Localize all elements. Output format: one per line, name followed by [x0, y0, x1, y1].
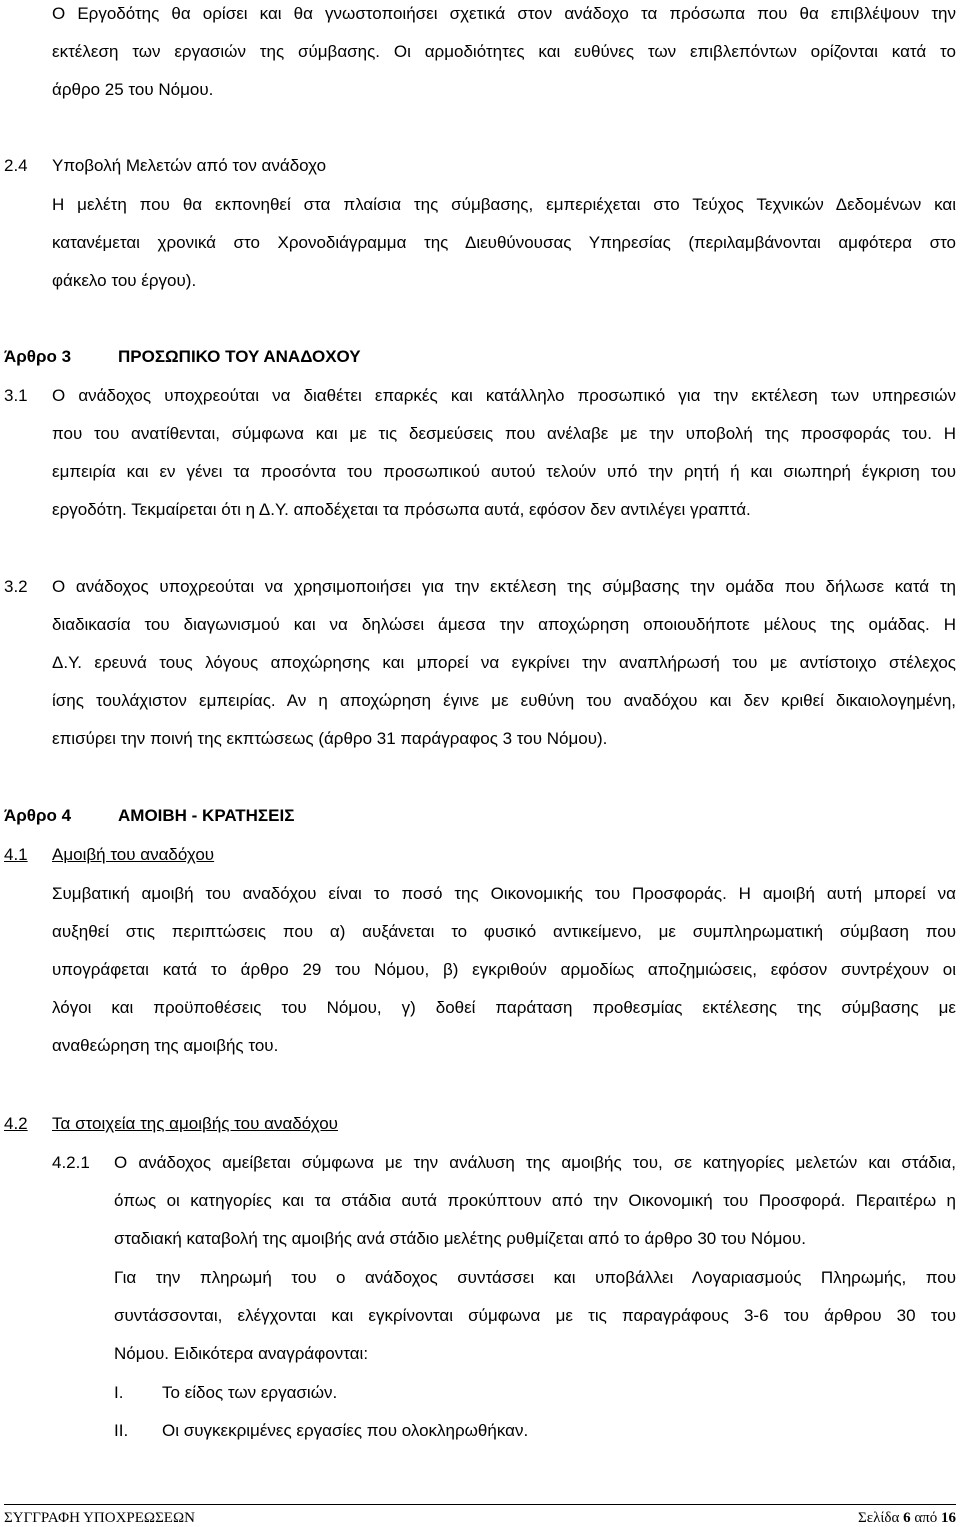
article-3-title: ΠΡΟΣΩΠΙΚΟ ΤΟΥ ΑΝΑΔΟΧΟΥ: [118, 347, 361, 366]
list-item-text: Το είδος των εργασιών.: [162, 1383, 338, 1402]
section-4-2-title: Τα στοιχεία της αμοιβής του αναδόχου: [52, 1114, 338, 1133]
section-2-4-line-3: φάκελο του έργου).: [52, 271, 197, 290]
section-4-1-title: Αμοιβή του αναδόχου: [52, 845, 215, 864]
paragraph-3-1-line-4: εργοδότη. Τεκμαίρεται ότι η Δ.Υ. αποδέχεται τα πρόσωπα αυτά, εφόσον δεν αντιλέγει γραπτά.: [52, 500, 751, 519]
list-item-number: II.: [114, 1421, 129, 1440]
paragraph-3-2-line-2: διαδικασία του διαγωνισμού και να δηλώσει άμεσα την αποχώρηση οποιουδήποτε μέλους της ομάδας. Η: [52, 615, 956, 634]
section-4-1-line-4: λόγοι και προϋποθέσεις του Νόμου, γ) δοθεί παράταση προθεσμίας εκτέλεσης της σύμβασης με: [52, 998, 956, 1017]
page-word: Σελίδα: [858, 1510, 900, 1526]
paragraph-3-2-line-5: επισύρει την ποινή της εκπτώσεως (άρθρο 31 παράγραφος 3 του Νόμου).: [52, 729, 608, 748]
of-word: από: [914, 1510, 938, 1526]
subsection-4-2-1-number: 4.2.1: [52, 1153, 90, 1172]
intro-line-3: άρθρο 25 του Νόμου.: [52, 80, 214, 99]
paragraph-3-2-line-4: ίσης τουλάχιστον εμπειρίας. Αν η αποχώρηση έγινε με ευθύνη του αναδόχου και δεν κριθεί δικαιολογημένη,: [52, 691, 956, 710]
paragraph-3-1-number: 3.1: [4, 386, 28, 405]
section-4-1-line-2: αυξηθεί στις περιπτώσεις που α) αυξάνεται το φυσικό αντικείμενο, με συμπληρωματική σύμβαση που: [52, 922, 956, 941]
list-item-number: I.: [114, 1383, 124, 1402]
intro-line-1: Ο Εργοδότης θα ορίσει και θα γνωστοποιήσει σχετικά στον ανάδοχο τα πρόσωπα που θα επιβλέψουν την: [52, 4, 956, 23]
article-4-title: ΑΜΟΙΒΗ - ΚΡΑΤΗΣΕΙΣ: [118, 806, 295, 825]
paragraph-3-2-line-3: Δ.Υ. ερευνά τους λόγους αποχώρησης και μπορεί να εγκρίνει την αναπλήρωσή του με αντίστοιχο στέλεχος: [52, 653, 956, 672]
paragraph-3-2-number: 3.2: [4, 577, 28, 596]
section-4-1-line-3: υπογράφεται κατά το άρθρο 29 του Νόμου, β) εγκριθούν αρμοδίως αποζημιώσεις, εφόσον συντρέχουν οι: [52, 960, 956, 979]
subsection-4-2-1-line-1: Ο ανάδοχος αμείβεται σύμφωνα με την ανάλυση της αμοιβής του, σε κατηγορίες μελετών και στάδια,: [114, 1153, 956, 1172]
list-item-text: Οι συγκεκριμένες εργασίες που ολοκληρωθήκαν.: [162, 1421, 529, 1440]
total-pages: 16: [941, 1510, 956, 1526]
section-4-1-number: 4.1: [4, 845, 28, 864]
section-4-1-line-5: αναθεώρηση της αμοιβής του.: [52, 1036, 279, 1055]
subsection-4-2-1-line-4: Για την πληρωμή του ο ανάδοχος συντάσσει και υποβάλλει Λογαριασμούς Πληρωμής, που: [114, 1268, 956, 1287]
article-4-label: Άρθρο 4: [4, 806, 72, 825]
intro-line-2: εκτέλεση των εργασιών της σύμβασης. Οι αρμοδιότητες και ευθύνες των επιβλεπόντων ορίζονται κατά το: [52, 42, 956, 61]
section-2-4-number: 2.4: [4, 156, 28, 175]
paragraph-3-1-line-2: που του ανατίθενται, σύμφωνα και με τις δεσμεύσεις που ανέλαβε με την υποβολή της προσφοράς του. Η: [52, 424, 956, 443]
section-4-2-number: 4.2: [4, 1114, 28, 1133]
footer-divider: [4, 1504, 956, 1505]
section-2-4-line-2: κατανέμεται χρονικά στο Χρονοδιάγραμμα της Διευθύνουσας Υπηρεσίας (περιλαμβάνονται αμφότερα στο: [52, 233, 956, 252]
section-2-4-line-1: Η μελέτη που θα εκπονηθεί στα πλαίσια της σύμβασης, εμπεριέχεται στο Τεύχος Τεχνικών Δεδομένων και: [52, 195, 956, 214]
footer-document-title: ΣΥΓΓΡΑΦΗ ΥΠΟΧΡΕΩΣΕΩΝ: [4, 1510, 195, 1526]
paragraph-3-1-line-1: Ο ανάδοχος υποχρεούται να διαθέτει επαρκές και κατάλληλο προσωπικό για την εκτέλεση των υπηρεσιών: [52, 386, 956, 405]
current-page: 6: [903, 1510, 911, 1526]
section-4-1-line-1: Συμβατική αμοιβή του αναδόχου είναι το ποσό της Οικονομικής του Προσφοράς. Η αμοιβή αυτή μπορεί να: [52, 884, 956, 903]
footer-page-number: [858, 1509, 956, 1527]
subsection-4-2-1-line-6: Νόμου. Ειδικότερα αναγράφονται:: [114, 1344, 369, 1363]
subsection-4-2-1-line-3: σταδιακή καταβολή της αμοιβής ανά στάδιο μελέτης ρυθμίζεται από το άρθρο 30 του Νόμου.: [114, 1229, 806, 1248]
paragraph-3-1-line-3: εμπειρία και εν γένει τα προσόντα του προσωπικού αυτού τελούν υπό την ρητή ή και σιωπηρή έγκριση του: [52, 462, 956, 481]
paragraph-3-2-line-1: Ο ανάδοχος υποχρεούται να χρησιμοποιήσει για την εκτέλεση της σύμβασης την ομάδα που δήλωσε κατά τη: [52, 577, 956, 596]
subsection-4-2-1-line-2: όπως οι κατηγορίες και τα στάδια αυτά προκύπτουν από την Οικονομική του Προσφορά. Περαιτέρω η: [114, 1191, 956, 1210]
article-3-label: Άρθρο 3: [4, 347, 72, 366]
section-2-4-title: Υποβολή Μελετών από τον ανάδοχο: [52, 156, 327, 175]
subsection-4-2-1-line-5: συντάσσονται, ελέγχονται και εγκρίνονται σύμφωνα με τις παραγράφους 3-6 του άρθρου 30 του: [114, 1306, 956, 1325]
